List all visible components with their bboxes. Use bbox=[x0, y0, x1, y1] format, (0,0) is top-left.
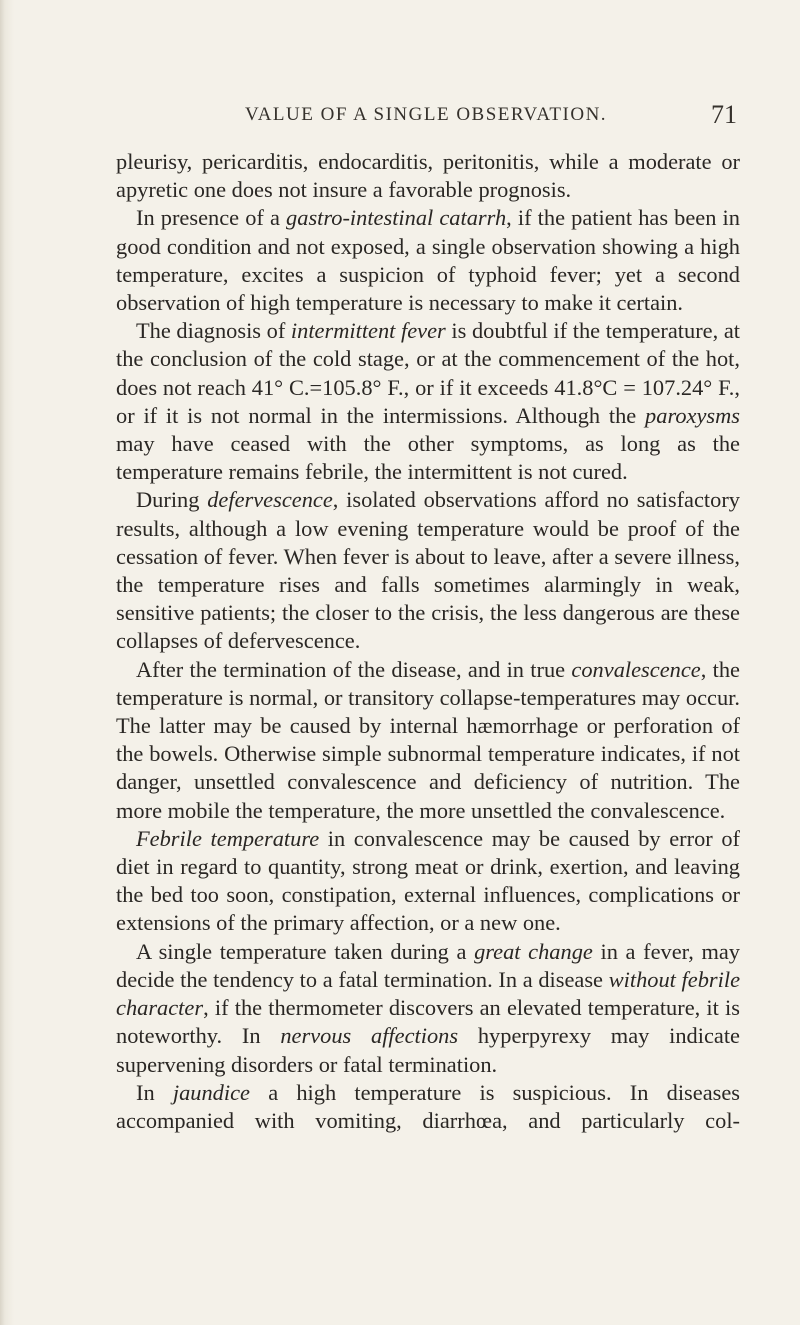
italic-term: great change bbox=[474, 938, 593, 964]
paragraph bbox=[116, 486, 740, 655]
text-run: is doubtful if the temperature, at the conclusion of the cold stage, or at the commencement of the hot, does not reach 41° C.=105.8° F., or if it exceeds 41.8°C = 107.24° F., or if it is not normal in the intermissions. Although the bbox=[116, 318, 740, 428]
italic-term: paroxysms bbox=[645, 402, 740, 428]
text-run: pleurisy, pericarditis, endocarditis, peritonitis, while a moderate or apyretic one does not insure a favorable prognosis. bbox=[116, 149, 740, 203]
text-run: , if the patient has been in good condition and not exposed, a single observation showing a high temperature, excites a suspicion of typhoid fever; yet a second observation of high temperature is necessary to make it certain. bbox=[116, 205, 740, 316]
italic-term: without febrile character bbox=[116, 966, 741, 1021]
text-run: The diagnosis of bbox=[136, 318, 291, 344]
italic-term: nervous affections bbox=[280, 1023, 459, 1049]
text-run: , if the thermometer discovers an elevated temperature, it is noteworthy. In bbox=[116, 995, 740, 1049]
paragraph bbox=[116, 938, 740, 1079]
italic-term: intermittent fever bbox=[290, 318, 446, 344]
page-header bbox=[115, 100, 737, 140]
text-run: may have ceased with the other symptoms, as long as the temperature remains febrile, the intermittent is not cured. bbox=[116, 431, 740, 485]
text-run: A single temperature taken during a bbox=[136, 938, 475, 964]
text-run: , the temperature is normal, or transitory collapse-temperatures may occur. The latter may be caused by internal hæmorrhage or perforation of the bowels. Otherwise simple subnormal temperature indicates, if not danger, unsettled convalescence and deficiency of nutrition. The more mobile the temperature, the more unsettled the convalescence. bbox=[116, 656, 740, 823]
italic-term: gastro-intestinal catarrh bbox=[286, 205, 507, 231]
italic-term: defervescence bbox=[207, 487, 333, 513]
paragraph bbox=[116, 825, 740, 938]
text-run: During bbox=[136, 487, 208, 513]
text-run: a high temperature is suspicious. In diseases accompanied with vomiting, diarrhœa, and particularly col- bbox=[116, 1079, 741, 1133]
italic-term: jaundice bbox=[172, 1079, 250, 1105]
paragraph bbox=[116, 204, 740, 317]
page-number: 71 bbox=[711, 100, 737, 129]
body-text bbox=[116, 148, 740, 1135]
running-head: VALUE OF A SINGLE OBSERVATION. bbox=[244, 104, 608, 125]
text-run: in convalescence may be caused by error of diet in regard to quantity, strong meat or drink, exertion, and leaving the bed too soon, constipation, external influences, complications or extensions of the primary affection, or a new one. bbox=[116, 825, 741, 936]
paragraph bbox=[116, 317, 740, 486]
text-run: in a fever, may decide the tendency to a fatal termination. In a disease bbox=[116, 938, 740, 992]
text-run: In presence of a bbox=[136, 205, 287, 231]
paragraph bbox=[116, 148, 740, 204]
page-binding-edge bbox=[0, 0, 14, 1325]
paragraph bbox=[116, 656, 740, 825]
text-run: In bbox=[136, 1079, 173, 1105]
paragraph bbox=[116, 1079, 740, 1135]
text-run: , isolated observations afford no satisfactory results, although a low evening temperature would be proof of the cessation of fever. When fever is about to leave, after a severe illness, the temperature rises and falls sometimes alarmingly in weak, sensitive patients; the closer to the crisis, the less dangerous are these collapses of defervescence. bbox=[116, 487, 740, 654]
text-run: hyperpyrexy may indicate supervening disorders or fatal termination. bbox=[116, 1023, 740, 1077]
italic-term: convalescence bbox=[571, 656, 701, 682]
text-run: After the termination of the disease, and in true bbox=[136, 656, 572, 682]
italic-term: Febrile temperature bbox=[136, 825, 320, 851]
